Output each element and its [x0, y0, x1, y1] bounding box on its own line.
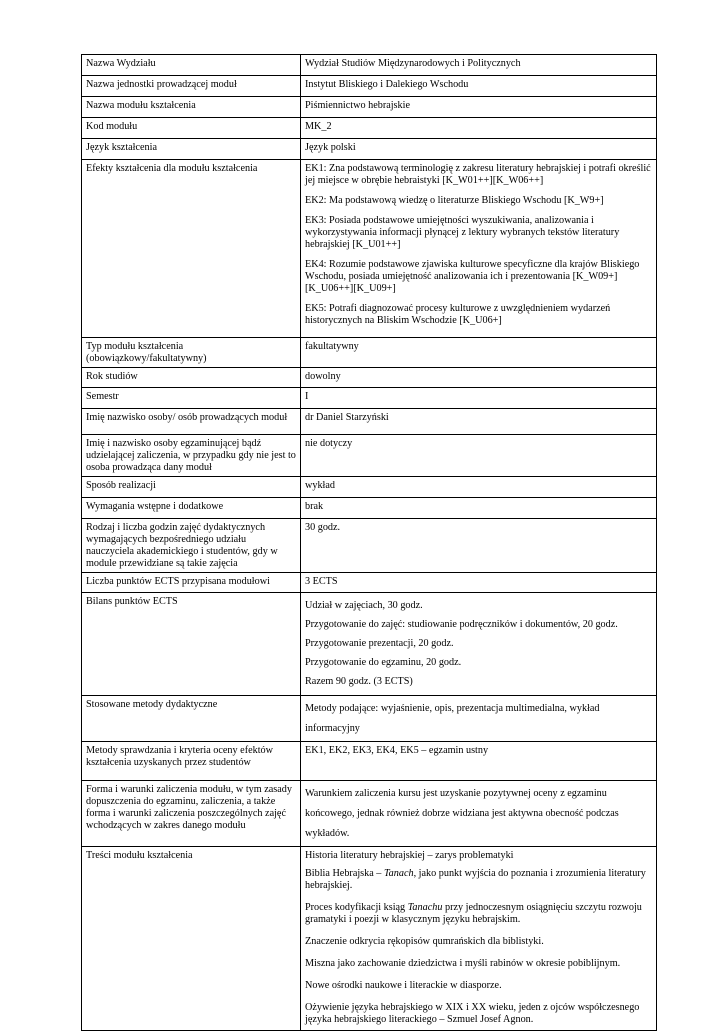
label-unit: Nazwa jednostki prowadzącej moduł [82, 76, 301, 97]
content-emphasis: Tanachu [407, 902, 443, 913]
value-faculty: Wydział Studiów Międzynarodowych i Politycznych [301, 55, 657, 76]
label-assessment-methods: Metody sprawdzania i kryteria oceny efektów kształcenia uzyskanych przez studentów [82, 742, 301, 781]
value-study-year: dowolny [301, 368, 657, 388]
label-study-year: Rok studiów [82, 368, 301, 388]
value-ects-balance [301, 593, 657, 696]
content-text: Proces kodyfikacji ksiąg [305, 902, 408, 913]
content-paragraph [305, 902, 652, 926]
label-learning-outcomes: Efekty kształcenia dla modułu kształcenia [82, 160, 301, 338]
balance-item: Przygotowanie prezentacji, 20 godz. [305, 638, 454, 649]
row-pass-conditions [82, 781, 657, 847]
value-examiner: nie dotyczy [301, 435, 657, 477]
content-text: , jako punkt wyjścia do poznania i zrozumienia literatury hebrajskiej. [305, 868, 646, 891]
pass-conditions-text: Warunkiem zaliczenia kursu jest uzyskanie pozytywnej oceny z egzaminu końcowego, jednak również dobrze widziana jest aktywna obecność podczas wykładów. [305, 788, 619, 839]
row-semester [82, 388, 657, 409]
balance-item: Udział w zajęciach, 30 godz. [305, 600, 423, 611]
value-assessment-methods: EK1, EK2, EK3, EK4, EK5 – egzamin ustny [301, 742, 657, 781]
value-learning-outcomes [301, 160, 657, 338]
balance-item: Przygotowanie do zajęć: studiowanie podręczników i dokumentów, 20 godz. [305, 619, 618, 630]
content-paragraph: Miszna jako zachowanie dziedzictwa i myśli rabinów w okresie pobiblijnym. [305, 958, 621, 969]
row-ects-points [82, 573, 657, 593]
row-module-type [82, 338, 657, 368]
label-teaching-methods: Stosowane metody dydaktyczne [82, 696, 301, 742]
outcome-ek4: EK4: Rozumie podstawowe zjawiska kulturowe specyficzne dla krajów Bliskiego Wschodu, posiada umiejętność analizowania ich i prezentowania [K_W09+] [K_U06++][K_U09+] [305, 259, 640, 294]
content-paragraph: Ożywienie języka hebrajskiego w XIX i XX wieku, jeden z ojców współczesnego języka hebrajskiego literackiego – Szmuel Josef Agnon. [305, 1002, 640, 1025]
label-module-code: Kod modułu [82, 118, 301, 139]
row-unit [82, 76, 657, 97]
label-contact-hours: Rodzaj i liczba godzin zajęć dydaktycznych wymagających bezpośredniego udziału nauczyciela akademickiego i studentów, gdy w module przewidziane są takie zajęcia [82, 519, 301, 573]
label-module-content: Treści modułu kształcenia [82, 847, 301, 1031]
balance-item: Przygotowanie do egzaminu, 20 godz. [305, 657, 462, 668]
outcome-ek2: EK2: Ma podstawową wiedzę o literaturze Bliskiego Wschodu [K_W9+] [305, 195, 604, 206]
content-paragraph: Historia literatury hebrajskiej – zarys problematyki [305, 850, 514, 861]
value-prerequisites: brak [301, 498, 657, 519]
label-semester: Semestr [82, 388, 301, 409]
row-teaching-methods [82, 696, 657, 742]
row-module-content [82, 847, 657, 1031]
value-module-content [301, 847, 657, 1031]
value-teaching-methods [301, 696, 657, 742]
row-faculty [82, 55, 657, 76]
content-text: Biblia Hebrajska – [305, 868, 384, 879]
row-study-year [82, 368, 657, 388]
value-language: Język polski [301, 139, 657, 160]
row-lecturer [82, 409, 657, 435]
content-paragraph: Nowe ośrodki naukowe i literackie w diasporze. [305, 980, 502, 991]
row-examiner [82, 435, 657, 477]
value-ects-points: 3 ECTS [301, 573, 657, 593]
row-module-code [82, 118, 657, 139]
label-lecturer: Imię nazwisko osoby/ osób prowadzących moduł [82, 409, 301, 435]
module-description-table [81, 54, 657, 1031]
row-learning-outcomes [82, 160, 657, 338]
row-prerequisites [82, 498, 657, 519]
outcome-ek3: EK3: Posiada podstawowe umiejętności wyszukiwania, analizowania i wykorzystywania informacji płynącej z lektury wybranych tekstów literatury hebrajskiej [K_U01++] [305, 215, 620, 250]
label-module-type: Typ modułu kształcenia (obowiązkowy/fakultatywny) [82, 338, 301, 368]
label-faculty: Nazwa Wydziału [82, 55, 301, 76]
label-prerequisites: Wymagania wstępne i dodatkowe [82, 498, 301, 519]
row-delivery-mode [82, 477, 657, 498]
content-paragraph [305, 868, 652, 892]
label-ects-balance: Bilans punktów ECTS [82, 593, 301, 696]
value-semester: I [301, 388, 657, 409]
outcome-ek5: EK5: Potrafi diagnozować procesy kulturowe z uwzględnieniem wydarzeń historycznych na Bliskim Wschodzie [K_U06+] [305, 303, 611, 326]
label-module-name: Nazwa modułu kształcenia [82, 97, 301, 118]
label-examiner: Imię i nazwisko osoby egzaminującej bądź udzielającej zaliczenia, w przypadku gdy nie jest to osoba prowadząca dany moduł [82, 435, 301, 477]
label-delivery-mode: Sposób realizacji [82, 477, 301, 498]
value-module-type: fakultatywny [301, 338, 657, 368]
value-module-name: Piśmiennictwo hebrajskie [301, 97, 657, 118]
content-paragraph: Znaczenie odkrycia rękopisów qumrańskich dla biblistyki. [305, 936, 544, 947]
label-ects-points: Liczba punktów ECTS przypisana modułowi [82, 573, 301, 593]
teaching-methods-text: Metody podające: wyjaśnienie, opis, prezentacja multimedialna, wykład informacyjny [305, 703, 600, 734]
outcome-ek1: EK1: Zna podstawową terminologię z zakresu literatury hebrajskiej i potrafi określić jej miejsce w obrębie hebraistyki [K_W01++][K_W06++] [305, 163, 651, 186]
content-text: przy jednoczesnym osiągnięciu szczytu rozwoju gramatyki i poezji w klasycznym języku hebrajskim. [305, 902, 642, 925]
row-ects-balance [82, 593, 657, 696]
value-contact-hours: 30 godz. [301, 519, 657, 573]
row-language [82, 139, 657, 160]
value-delivery-mode: wykład [301, 477, 657, 498]
label-pass-conditions: Forma i warunki zaliczenia modułu, w tym zasady dopuszczenia do egzaminu, zaliczenia, a także forma i warunki zaliczenia poszczególnych zajęć wchodzących w zakres danego modułu [82, 781, 301, 847]
row-assessment-methods [82, 742, 657, 781]
label-language: Język kształcenia [82, 139, 301, 160]
value-unit: Instytut Bliskiego i Dalekiego Wschodu [301, 76, 657, 97]
value-module-code: MK_2 [301, 118, 657, 139]
row-module-name [82, 97, 657, 118]
value-lecturer: dr Daniel Starzyński [301, 409, 657, 435]
row-contact-hours [82, 519, 657, 573]
value-pass-conditions [301, 781, 657, 847]
content-emphasis: Tanach [383, 868, 414, 879]
balance-total: Razem 90 godz. (3 ECTS) [305, 676, 413, 687]
